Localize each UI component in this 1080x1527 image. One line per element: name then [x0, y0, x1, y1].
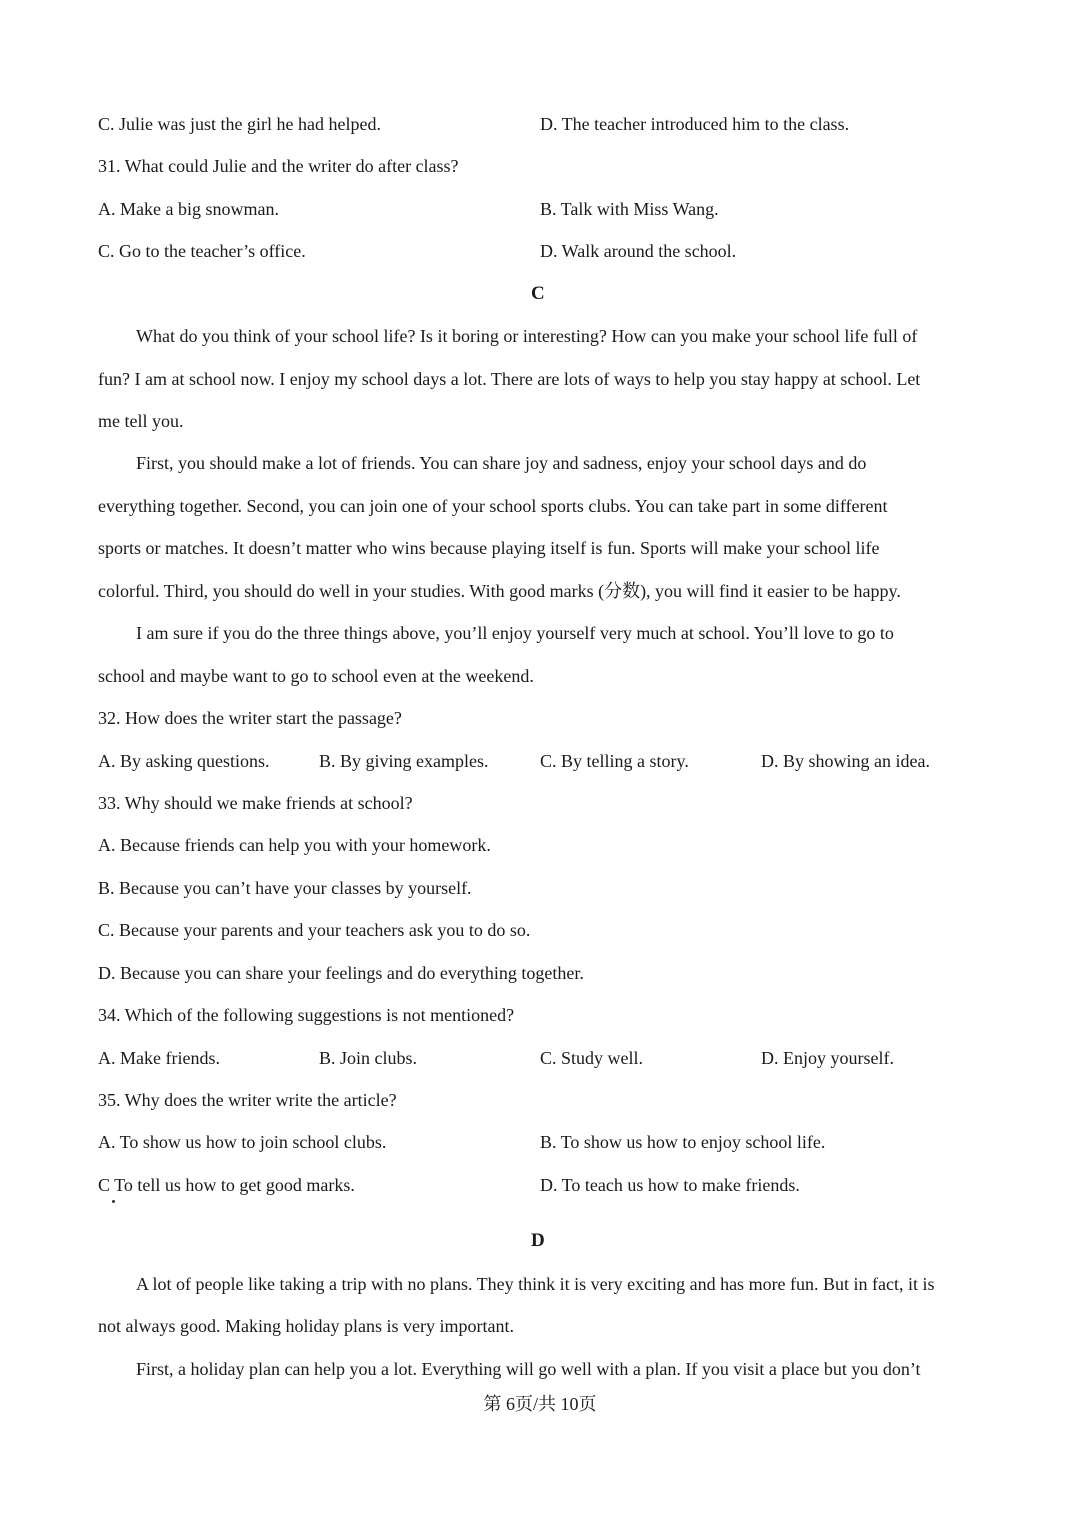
section-c-p2-line4: colorful. Third, you should do well in your studies. With good marks (分数), you will find it easier to be happy.: [98, 581, 901, 601]
q33-option-b: B. Because you can’t have your classes by yourself.: [98, 878, 472, 898]
q34-question: 34. Which of the following suggestions is not mentioned?: [98, 1005, 515, 1025]
q30-option-d: D. The teacher introduced him to the class.: [540, 114, 850, 134]
section-d-heading: D: [531, 1230, 545, 1251]
q35-option-c: C To tell us how to get good marks.: [98, 1175, 355, 1195]
q33-option-d: D. Because you can share your feelings and do everything together.: [98, 963, 584, 983]
q32-question: 32. How does the writer start the passage?: [98, 708, 402, 728]
q35-question: 35. Why does the writer write the article?: [98, 1090, 397, 1110]
q34-option-d: D. Enjoy yourself.: [761, 1048, 894, 1068]
q31-option-a: A. Make a big snowman.: [98, 199, 279, 219]
q35-option-b: B. To show us how to enjoy school life.: [540, 1132, 826, 1152]
stray-dot-mark: [112, 1200, 115, 1203]
section-c-heading: C: [531, 283, 545, 304]
q31-question: 31. What could Julie and the writer do after class?: [98, 156, 459, 176]
q30-option-c: C. Julie was just the girl he had helped.: [98, 114, 381, 134]
section-c-p1-line2: fun? I am at school now. I enjoy my school days a lot. There are lots of ways to help you stay happy at school. Let: [98, 369, 921, 389]
section-d-p1-line2: not always good. Making holiday plans is very important.: [98, 1316, 514, 1336]
q32-option-c: C. By telling a story.: [540, 751, 689, 771]
q35-option-d: D. To teach us how to make friends.: [540, 1175, 800, 1195]
q32-option-b: B. By giving examples.: [319, 751, 489, 771]
q34-option-c: C. Study well.: [540, 1048, 644, 1068]
q34-option-b: B. Join clubs.: [319, 1048, 418, 1068]
q33-option-c: C. Because your parents and your teachers ask you to do so.: [98, 920, 531, 940]
section-c-p1-line1: What do you think of your school life? Is it boring or interesting? How can you make your school life full of: [136, 326, 918, 346]
q33-option-a: A. Because friends can help you with your homework.: [98, 835, 491, 855]
section-d-p1-line1: A lot of people like taking a trip with no plans. They think it is very exciting and has more fun. But in fact, it is: [136, 1274, 935, 1294]
section-d-p2-line1: First, a holiday plan can help you a lot. Everything will go well with a plan. If you visit a place but you don’t: [136, 1359, 921, 1379]
section-c-p1-line3: me tell you.: [98, 411, 184, 431]
q31-option-d: D. Walk around the school.: [540, 241, 737, 261]
q34-option-a: A. Make friends.: [98, 1048, 220, 1068]
section-c-p2-line3: sports or matches. It doesn’t matter who wins because playing itself is fun. Sports will make your school life: [98, 538, 880, 558]
q32-option-a: A. By asking questions.: [98, 751, 270, 771]
q32-option-d: D. By showing an idea.: [761, 751, 930, 771]
section-c-p3-line2: school and maybe want to go to school even at the weekend.: [98, 666, 534, 686]
section-c-p2-line1: First, you should make a lot of friends. You can share joy and sadness, enjoy your school days and do: [136, 453, 867, 473]
q35-option-a: A. To show us how to join school clubs.: [98, 1132, 387, 1152]
section-c-p3-line1: I am sure if you do the three things above, you’ll enjoy yourself very much at school. You’ll love to go to: [136, 623, 894, 643]
q31-option-b: B. Talk with Miss Wang.: [540, 199, 719, 219]
q31-option-c: C. Go to the teacher’s office.: [98, 241, 306, 261]
q33-question: 33. Why should we make friends at school?: [98, 793, 413, 813]
page-number: 第 6页/共 10页: [483, 1394, 597, 1414]
section-c-p2-line2: everything together. Second, you can join one of your school sports clubs. You can take part in some different: [98, 496, 888, 516]
